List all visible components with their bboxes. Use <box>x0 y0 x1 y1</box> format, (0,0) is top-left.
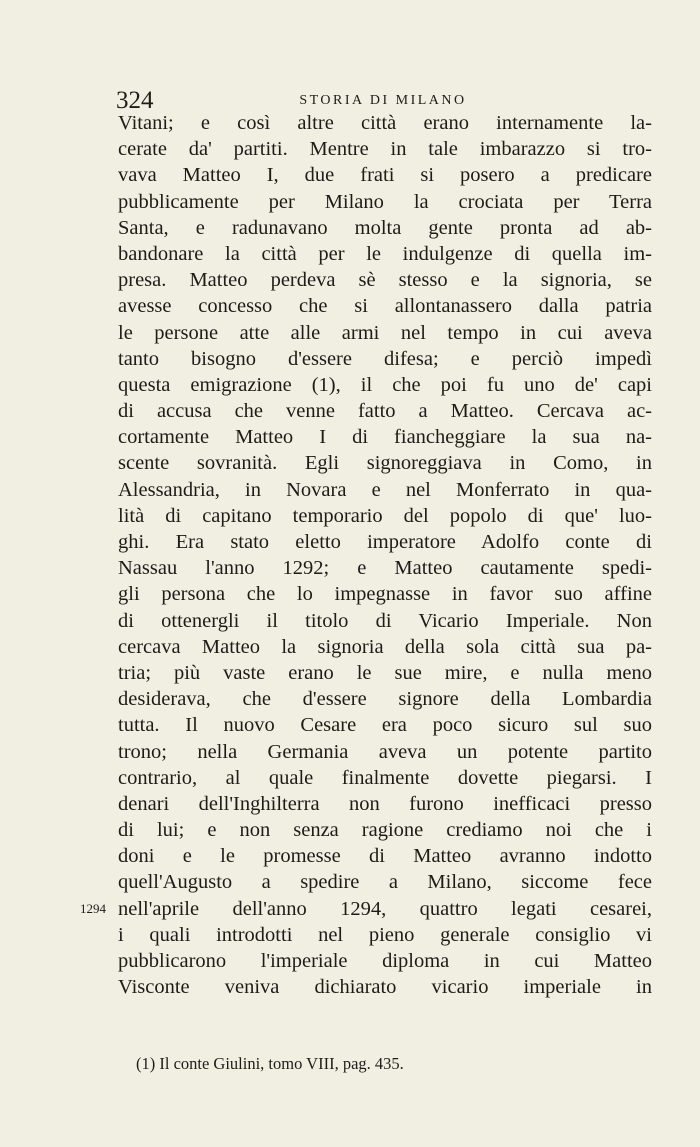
text-line: cerate da' partiti. Mentre in tale imbarazzo si tro- <box>118 138 652 161</box>
text-line: Santa, e radunavano molta gente pronta ad ab- <box>118 216 652 239</box>
text-line: pubblicarono l'imperiale diploma in cui Matteo <box>118 950 652 972</box>
text-line: presa. Matteo perdeva sè stesso e la signoria, se <box>118 269 652 292</box>
text-line: gli persona che lo impegnasse in favor suo affine <box>118 583 652 606</box>
text-line: nell'aprile dell'anno 1294, quattro legati cesarei, <box>118 897 652 920</box>
footnote: (1) Il conte Giulini, tomo VIII, pag. 435. <box>136 1054 404 1073</box>
text-line: ghi. Era stato eletto imperatore Adolfo conte di <box>118 531 652 553</box>
text-line: vava Matteo I, due frati si posero a predicare <box>118 164 652 187</box>
running-title: STORIA DI MILANO <box>299 93 467 108</box>
text-line: bandonare la città per le indulgenze di quella im- <box>118 242 652 265</box>
text-line: Vitani; e così altre città erano internamente la- <box>118 112 652 134</box>
text-line: di lui; e non senza ragione crediamo noi che i <box>118 819 652 842</box>
text-line: trono; nella Germania aveva un potente partito <box>118 740 652 763</box>
text-line: pubblicamente per Milano la crociata per Terra <box>118 190 652 213</box>
body-text <box>118 110 652 1000</box>
margin-year-note: 1294 <box>80 901 106 916</box>
text-line: avesse concesso che si allontanassero dalla patria <box>118 295 652 318</box>
text-line: tutta. Il nuovo Cesare era poco sicuro sul suo <box>118 714 652 737</box>
page-number: 324 <box>116 87 154 114</box>
text-line: Alessandria, in Novara e nel Monferrato in qua- <box>118 478 652 501</box>
text-line: tanto bisogno d'essere difesa; e perciò impedì <box>118 347 652 370</box>
text-line: Nassau l'anno 1292; e Matteo cautamente spedi- <box>118 557 652 580</box>
text-line: cercava Matteo la signoria della sola città sua pa- <box>118 635 652 658</box>
text-line: le persone atte alle armi nel tempo in cui aveva <box>118 321 652 344</box>
text-line: denari dell'Inghilterra non furono inefficaci presso <box>118 792 652 815</box>
text-line: doni e le promesse di Matteo avranno indotto <box>118 845 652 868</box>
text-line: questa emigrazione (1), il che poi fu uno de' capi <box>118 373 652 396</box>
text-line: tria; più vaste erano le sue mire, e nulla meno <box>118 661 652 684</box>
text-line: contrario, al quale finalmente dovette piegarsi. I <box>118 766 652 789</box>
text-line: di ottenergli il titolo di Vicario Imperiale. Non <box>118 609 652 632</box>
text-line: desiderava, che d'essere signore della Lombardia <box>118 688 652 711</box>
text-line: i quali introdotti nel pieno generale consiglio vi <box>118 923 652 946</box>
text-line: quell'Augusto a spedire a Milano, siccome fece <box>118 871 652 894</box>
text-line: lità di capitano temporario del popolo di que' luo- <box>118 504 652 527</box>
text-line: di accusa che venne fatto a Matteo. Cercava ac- <box>118 400 652 423</box>
text-line: cortamente Matteo I di fiancheggiare la sua na- <box>118 426 652 449</box>
text-line: scente sovranità. Egli signoreggiava in Como, in <box>118 452 652 475</box>
text-line: Visconte veniva dichiarato vicario imperiale in <box>118 976 652 999</box>
